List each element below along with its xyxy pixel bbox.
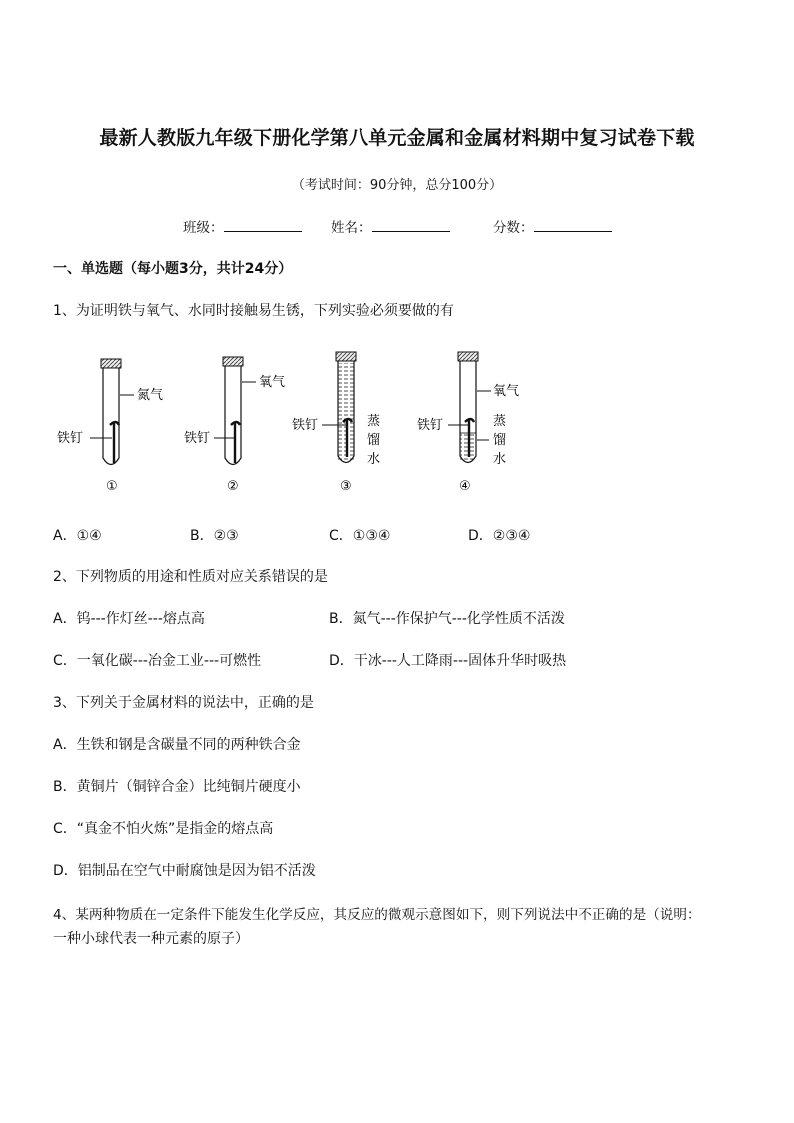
tube4-water-char2: 馏 — [493, 433, 507, 448]
tube4-gas-label: 氧气 — [493, 384, 520, 399]
q4-stem-line1: 4、某两种物质在一定条件下能发生化学反应，其反应的微观示意图如下，则下列说法中不正确的是（说明： — [53, 907, 701, 923]
tube3-water-char2: 馏 — [367, 433, 381, 448]
q2-option-c[interactable]: C．一氧化碳---冶金工业---可燃性 — [53, 653, 262, 669]
q1-option-b[interactable]: B．②③ — [190, 528, 239, 544]
tube3-water-char1: 蒸 — [367, 414, 381, 429]
tube1-nail-label: 铁钉 — [57, 431, 84, 446]
name-blank[interactable] — [372, 219, 450, 232]
q3-option-b[interactable]: B．黄铜片（铜锌合金）比纯铜片硬度小 — [53, 779, 301, 795]
tube3-number: ③ — [340, 479, 352, 494]
test-tube-figure — [50, 345, 550, 495]
q2-option-d[interactable]: D．干冰---人工降雨---固体升华时吸热 — [329, 653, 567, 669]
tube2-nail-label: 铁钉 — [184, 431, 211, 446]
q2-option-b[interactable]: B．氮气---作保护气---化学性质不活泼 — [329, 611, 565, 627]
exam-subtitle: （考试时间：90分钟，总分100分） — [291, 178, 503, 193]
tube-2 — [184, 357, 285, 494]
tube4-water-char1: 蒸 — [493, 414, 507, 429]
tube2-gas-label: 氧气 — [259, 375, 286, 390]
class-blank[interactable] — [224, 219, 302, 232]
tube2-number: ② — [227, 479, 239, 494]
q3-stem: 3、下列关于金属材料的说法中，正确的是 — [53, 695, 314, 711]
q4-stem-line2: 一种小球代表一种元素的原子） — [53, 931, 249, 947]
class-label: 班级： — [183, 220, 224, 236]
tube4-water-char3: 水 — [493, 452, 507, 467]
tube3-water-char3: 水 — [367, 452, 381, 467]
score-field — [493, 216, 612, 236]
tube1-number: ① — [106, 479, 118, 494]
q3-option-c[interactable]: C．“真金不怕火炼”是指金的熔点高 — [53, 821, 274, 837]
q1-option-a[interactable]: A．①④ — [53, 528, 102, 544]
tube-4 — [417, 352, 519, 494]
page-title: 最新人教版九年级下册化学第八单元金属和金属材料期中复习试卷下载 — [99, 127, 695, 149]
tube3-nail-label: 铁钉 — [292, 418, 319, 433]
section-heading: 一、单选题（每小题3分，共计24分） — [53, 261, 293, 277]
q3-option-d[interactable]: D．铝制品在空气中耐腐蚀是因为铝不活泼 — [53, 863, 316, 879]
tube-3 — [292, 352, 380, 494]
q2-stem: 2、下列物质的用途和性质对应关系错误的是 — [53, 569, 328, 585]
tube1-gas-label: 氮气 — [137, 388, 164, 403]
q1-option-d[interactable]: D．②③④ — [468, 528, 531, 544]
q3-option-a[interactable]: A．生铁和钢是含碳量不同的两种铁合金 — [53, 737, 301, 753]
score-label: 分数： — [493, 220, 534, 236]
q1-option-c[interactable]: C．①③④ — [329, 528, 391, 544]
tube4-number: ④ — [459, 479, 471, 494]
class-field — [183, 216, 302, 236]
tube4-nail-label: 铁钉 — [417, 418, 444, 433]
q1-stem: 1、为证明铁与氧气、水同时接触易生锈，下列实验必须要做的有 — [53, 303, 454, 319]
tube-1 — [57, 359, 163, 494]
name-label: 姓名： — [331, 220, 372, 236]
name-field — [331, 216, 450, 236]
q2-option-a[interactable]: A．钨---作灯丝---熔点高 — [53, 611, 205, 627]
score-blank[interactable] — [534, 219, 612, 232]
